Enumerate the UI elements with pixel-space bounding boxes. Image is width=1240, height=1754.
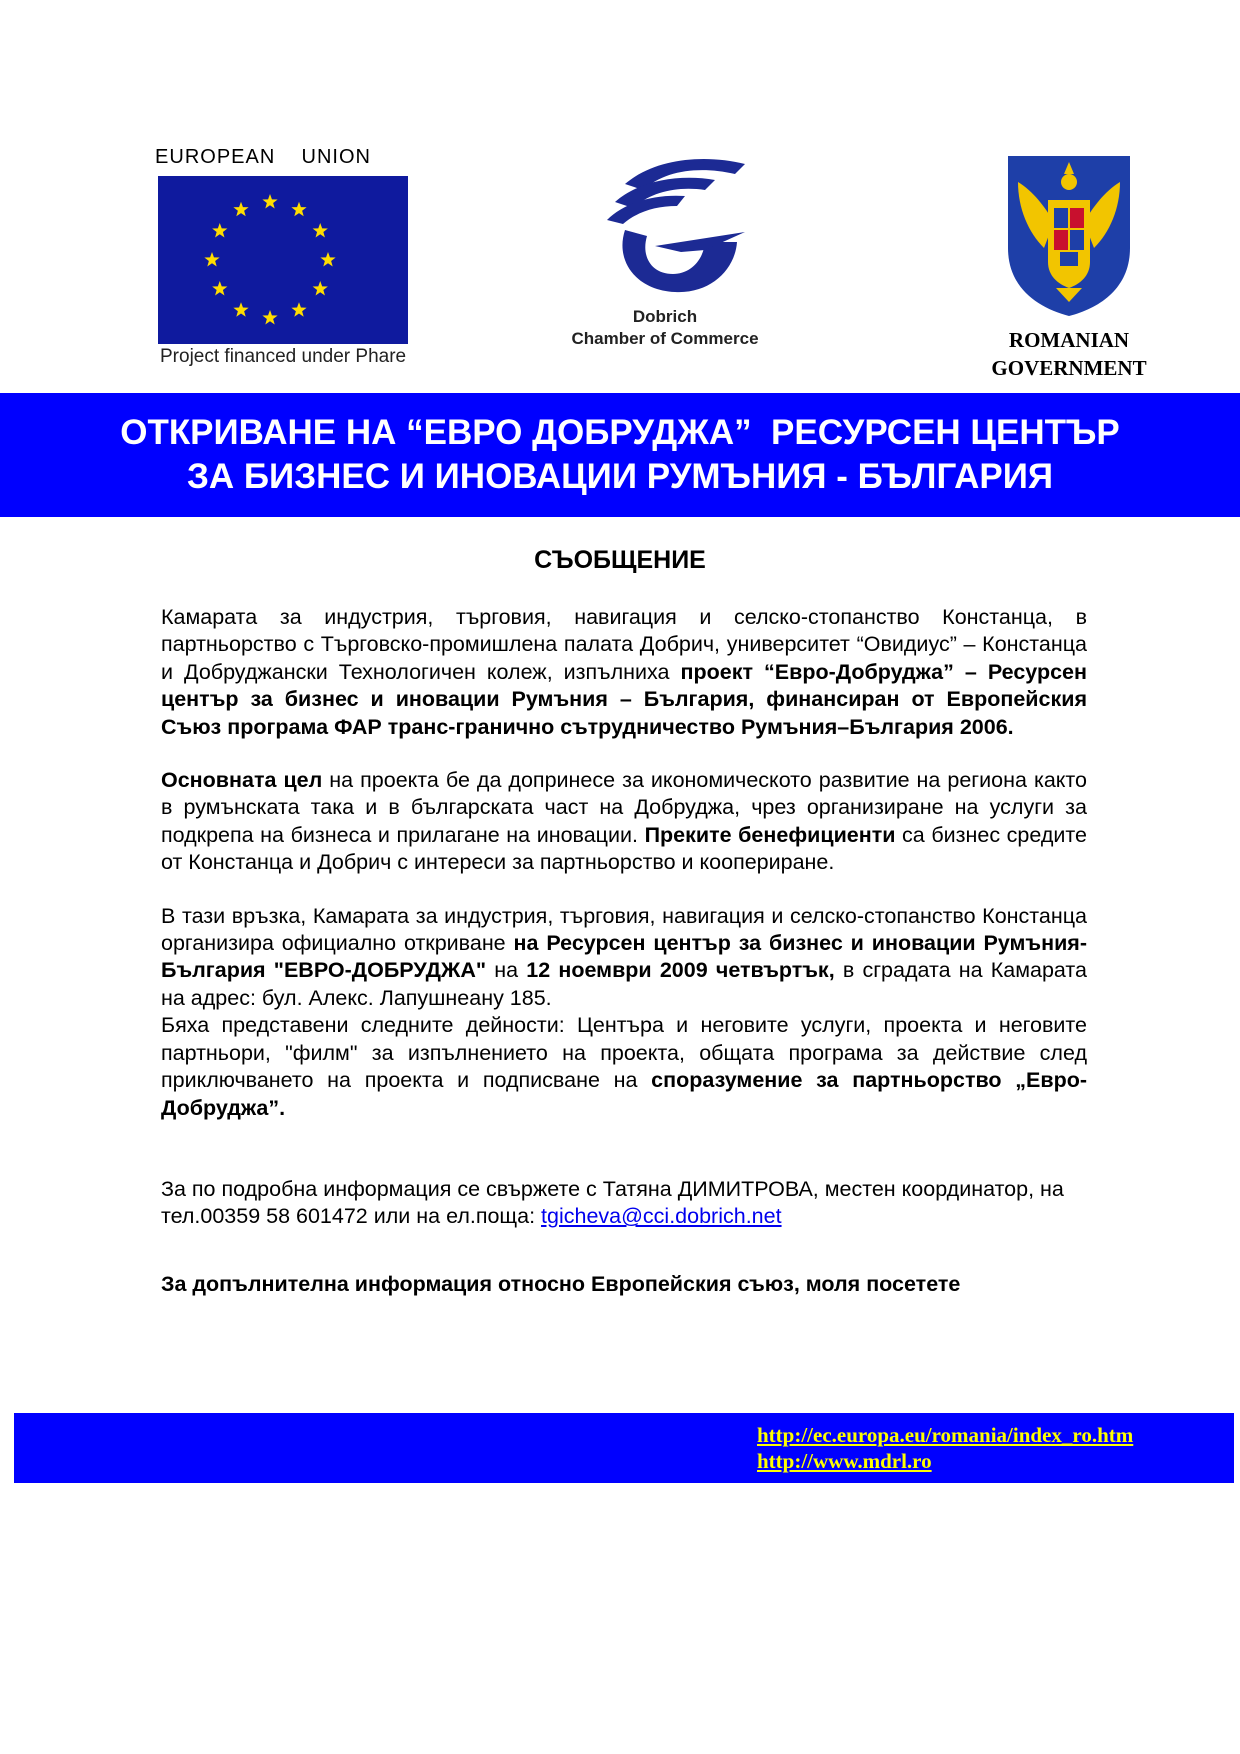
- eu-star-icon: [204, 252, 219, 266]
- title-banner: [0, 393, 1240, 517]
- p3-bold-date: 12 ноември 2009 четвъртък,: [526, 958, 835, 983]
- p2-bold-goal: Основната цел: [161, 768, 323, 793]
- p3-text-2: на: [486, 958, 527, 983]
- paragraph-contact: [161, 1176, 1087, 1231]
- romanian-government-name: [980, 326, 1158, 382]
- p2-bold-beneficiaries: Преките бенефициенти: [644, 822, 896, 847]
- eu-star-icon: [262, 194, 277, 208]
- paragraph-project-goal: [161, 767, 1087, 877]
- eu-star-icon: [291, 202, 306, 216]
- p4-text: Бяха представени следните дейности: Центъра и неговите услуги, проекта и неговите партньори, "филм" за изпълнението на проекта, общата програма за действие след приключването на проекта и подписване на: [161, 1013, 1087, 1093]
- eu-logo: [150, 146, 410, 376]
- eu-star-icon: [262, 310, 277, 324]
- footer-link-mdrl[interactable]: http://www.mdrl.ro: [757, 1449, 932, 1473]
- eu-logo-title: EUROPEAN UNION: [155, 146, 371, 168]
- eu-star-icon: [291, 302, 306, 316]
- eu-star-icon: [320, 252, 335, 266]
- p5-text: За по подробна информация се свържете с Татяна ДИМИТРОВА, местен координатор, на тел.00359 58 601472 или на ел.поща:: [161, 1176, 1064, 1229]
- eu-logo-caption: Project financed under Phare: [160, 346, 407, 367]
- dobrich-chamber-logo: [540, 150, 790, 360]
- eu-star-icon: [212, 281, 227, 295]
- p3-text-3: в сградата на Камарата на адрес: бул. Алекс. Лапушнеану 185.: [161, 958, 1087, 1010]
- contact-email-link[interactable]: tgicheva@cci.dobrich.net: [541, 1204, 782, 1229]
- footer-links: [757, 1422, 1133, 1474]
- paragraph-project-intro: [161, 604, 1087, 741]
- paragraph-more-info: [161, 1271, 1087, 1298]
- p3-bold-center: на Ресурсен център за бизнес и иновации Румъния-България "ЕВРО-ДОБРУДЖА": [161, 931, 1087, 983]
- notice-body: [161, 604, 1087, 1298]
- footer-banner: [14, 1413, 1234, 1483]
- p2-text: на проекта бе да допринесе за икономическото развитие на региона както в румънската така и в българската част на Добруджа, чрез организиране на услуги за подкрепа на бизнеса и прилагане на иновации.: [161, 768, 1087, 847]
- notice-heading: СЪОБЩЕНИЕ: [534, 546, 706, 574]
- romania-name-line1: ROMANIAN: [1008, 328, 1130, 352]
- p3-text: В тази връзка, Камарата за индустрия, търговия, навигация и селско-стопанство Констанца организира официално откриване: [161, 903, 1087, 956]
- eu-star-icon: [313, 281, 328, 295]
- eu-star-icon: [212, 223, 227, 237]
- eu-flag-image: [158, 176, 408, 344]
- dobrich-chamber-name: [540, 306, 790, 350]
- dobrich-emblem-icon: [585, 150, 755, 300]
- p4-bold-agreement: споразумение за партньорство „Евро-Добруджа”.: [161, 1068, 1087, 1120]
- banner-title-line2: ЗА БИЗНЕС И ИНОВАЦИИ РУМЪНИЯ - БЪЛГАРИЯ: [186, 457, 1054, 496]
- romania-name-line2: GOVERNMENT: [991, 356, 1147, 380]
- p6-bold: За допълнителна информация относно Европейския съюз, моля посетете: [161, 1271, 961, 1296]
- eu-stars-icon: [158, 176, 408, 344]
- paragraph-opening-event: [161, 903, 1087, 1013]
- romania-coat-of-arms-icon: [1004, 152, 1134, 318]
- p1-text: Камарата за индустрия, търговия, навигация и селско-стопанство Констанца, в партньорство с Търговско-промишлена палата Добрич, университет “Овидиус” – Констанца и Добруджански Технологичен колеж, изпълниха: [161, 605, 1087, 684]
- romanian-government-logo: [980, 150, 1190, 380]
- banner-title-line1: ОТКРИВАНЕ НА “ЕВРО ДОБРУДЖА” РЕСУРСЕН ЦЕНТЪР: [120, 413, 1120, 452]
- footer-link-europa[interactable]: http://ec.europa.eu/romania/index_ro.htm: [757, 1423, 1134, 1447]
- eu-star-icon: [233, 202, 248, 216]
- dobrich-name-line2: Chamber of Commerce: [571, 329, 759, 348]
- dobrich-name-line1: Dobrich: [632, 307, 698, 326]
- p1-bold: проект “Евро-Добруджа” – Ресурсен център за бизнес и иновации Румъния – България, финансиран от Европейския Съюз програма ФАР транс-гранично сътрудничество Румъния–България 2006.: [161, 659, 1087, 739]
- eu-star-icon: [233, 302, 248, 316]
- p2-text-2: са бизнес средите от Констанца и Добрич с интереси за партньорство и коопериране.: [161, 822, 1087, 875]
- paragraph-activities: [161, 1012, 1087, 1122]
- eu-star-icon: [313, 223, 328, 237]
